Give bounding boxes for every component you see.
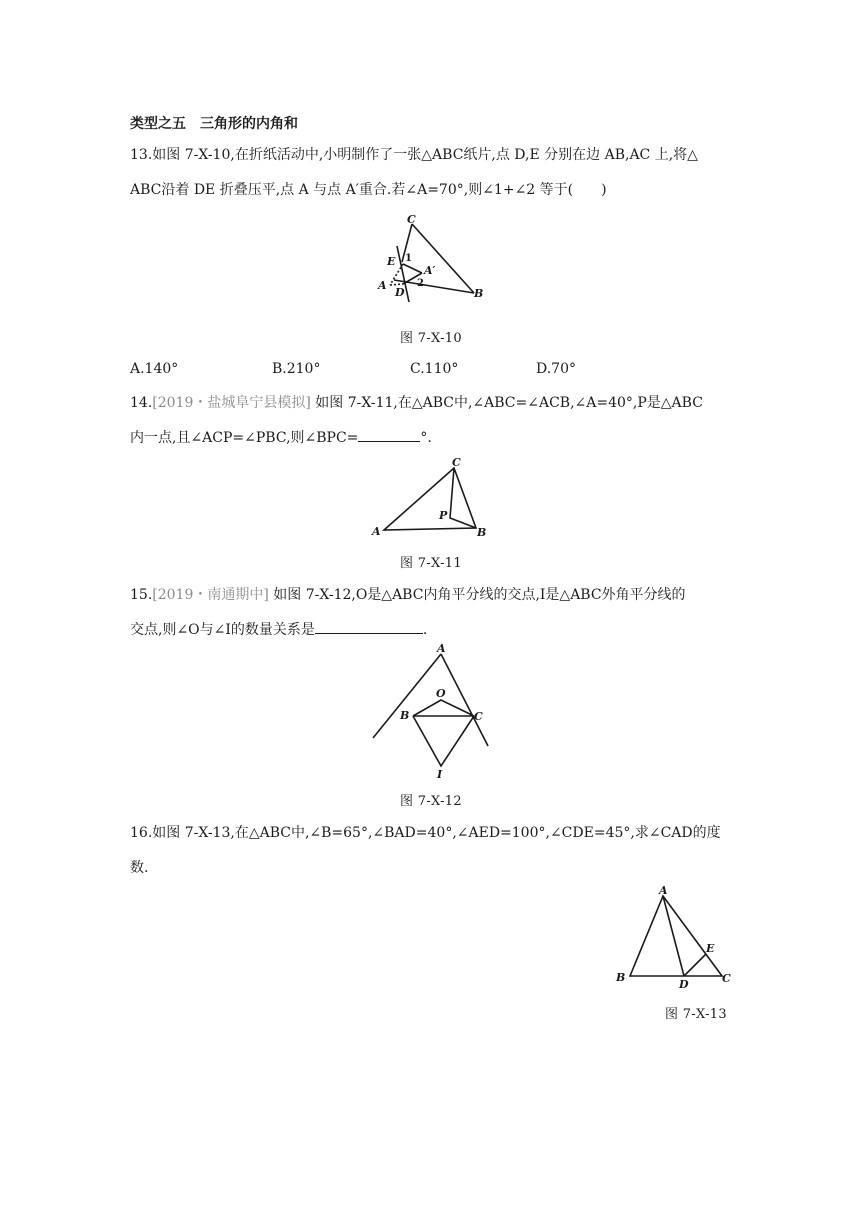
q15-source: [2019・南通期中] [152, 587, 269, 603]
q15-line-1-rest: 如图 7-X-12,O是△ABC内角平分线的交点,I是△ABC外角平分线的 [268, 587, 686, 603]
fig13-triangle-abc [630, 896, 722, 976]
fig13-label-c: C [722, 972, 731, 985]
figure-7-x-10 [370, 210, 490, 302]
q16-text-line-2: 数. [130, 860, 149, 876]
fig11-label-a: A [372, 525, 381, 538]
fig13-label-a: A [659, 884, 668, 897]
q14-line-2-post: °. [420, 430, 432, 446]
fig12-label-b: B [400, 709, 410, 722]
q15-number: 15. [130, 587, 153, 603]
fig13-label-d: D [679, 978, 689, 991]
fig10-ea-prime [403, 264, 422, 273]
fig12-label-i: I [437, 768, 443, 781]
fig11-label-b: B [477, 526, 487, 539]
figure-caption-7-x-10: 图 7-X-10 [400, 331, 462, 346]
q13-option-d: D.70° [536, 361, 576, 377]
figure-caption-7-x-11: 图 7-X-11 [400, 556, 462, 571]
q13-option-b: B.210° [272, 361, 321, 377]
fig12-side-ab-extended [373, 654, 441, 738]
figure-7-x-12 [368, 640, 494, 784]
figure-caption-7-x-13: 图 7-X-13 [665, 1007, 727, 1022]
q14-answer-blank[interactable] [358, 428, 420, 442]
fig10-label-b: B [474, 287, 484, 300]
q15-text-line-1 [130, 586, 686, 604]
q15-line-2-pre: 交点,则∠O与∠I的数量关系是 [130, 622, 315, 638]
figure-caption-7-x-12: 图 7-X-12 [400, 794, 462, 809]
fig13-label-e: E [706, 942, 715, 955]
fig12-label-a: A [437, 642, 446, 655]
fig12-lines-bi-ic [413, 716, 474, 766]
q15-line-2-post: . [422, 622, 428, 638]
q13-text-line-2: ABC沿着 DE 折叠压平,点 A 与点 A′重合.若∠A=70°,则∠1+∠2 等于( ) [130, 182, 607, 198]
q14-source: [2019・盐城阜宁县模拟] [152, 395, 311, 411]
q14-line-1-rest: 如图 7-X-11,在△ABC中,∠ABC=∠ACB,∠A=40°,P是△ABC [310, 395, 703, 411]
q13-option-a: A.140° [130, 361, 179, 377]
fig11-label-c: C [452, 456, 461, 469]
figure-7-x-11 [368, 452, 494, 540]
fig10-label-1: 1 [405, 253, 412, 264]
q16-text-line-1: 16.如图 7-X-13,在△ABC中,∠B=65°,∠BAD=40°,∠AED=100°,∠CDE=45°,求∠CAD的度 [130, 825, 721, 841]
figure-7-x-13 [612, 882, 736, 992]
fig10-label-a-prime: A′ [424, 264, 436, 277]
q15-answer-blank[interactable] [315, 620, 423, 634]
section-title: 类型之五 三角形的内角和 [130, 116, 298, 132]
fig13-segment-ad [663, 896, 684, 976]
fig10-label-2: 2 [417, 278, 424, 289]
q14-text-line-2 [130, 428, 432, 447]
fig12-label-c: C [474, 710, 483, 723]
q14-number: 14. [130, 395, 153, 411]
fig10-label-d: D [395, 286, 405, 299]
fig11-label-p: P [439, 509, 448, 522]
fig13-segment-de [684, 954, 706, 976]
q14-text-line-1 [130, 394, 703, 412]
fig10-label-e: E [387, 255, 396, 268]
fig10-label-c: C [407, 213, 416, 226]
q13-option-c: C.110° [410, 361, 459, 377]
q13-text-line-1: 13.如图 7-X-10,在折纸活动中,小明制作了一张△ABC纸片,点 D,E 分别在边 AB,AC 上,将△ [130, 147, 698, 163]
fig10-label-a: A [378, 279, 387, 292]
fig10-dashed-da [390, 284, 403, 285]
fig12-label-o: O [436, 687, 446, 700]
fig11-triangle-abc [384, 468, 476, 530]
q14-line-2-pre: 内一点,且∠ACP=∠PBC,则∠BPC= [130, 430, 359, 446]
fig12-side-ac-extended [441, 654, 488, 746]
q15-text-line-2 [130, 620, 427, 639]
fig13-label-b: B [616, 971, 626, 984]
